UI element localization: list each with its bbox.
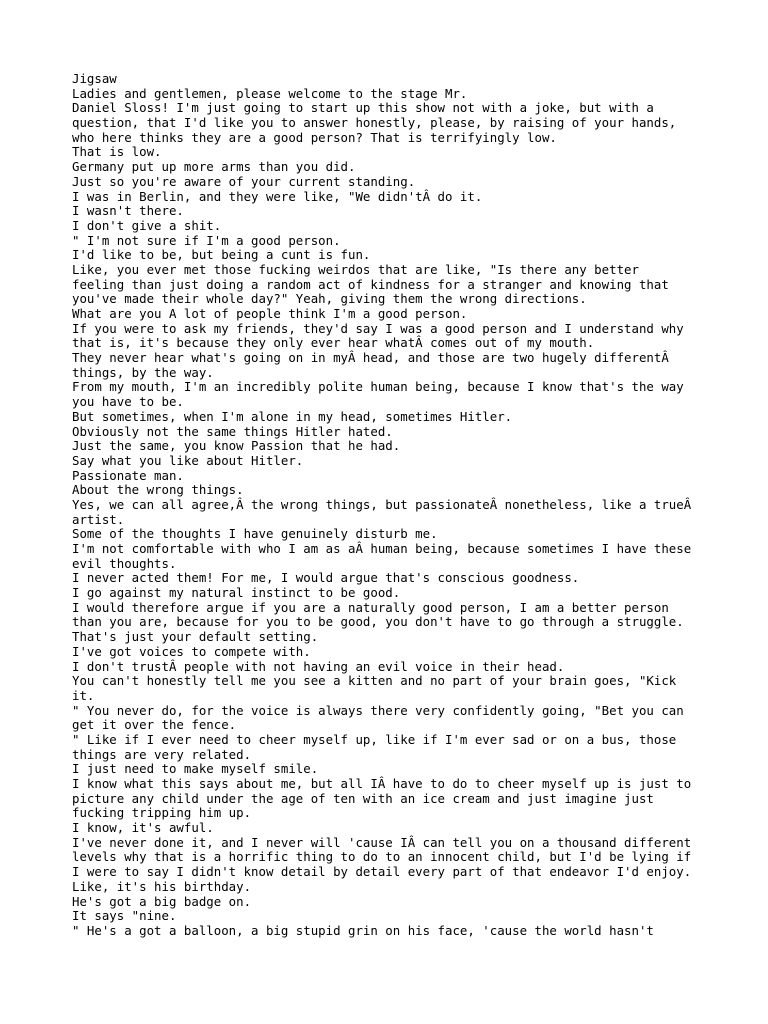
text-line: you have to be. <box>72 394 184 410</box>
text-line: Obviously not the same things Hitler hated. <box>72 423 393 439</box>
text-line: than you are, because for you to be good, you don't have to go through a struggle. <box>72 614 684 630</box>
text-line: Just the same, you know Passion that he had. <box>72 438 401 454</box>
text-line: levels why that is a horrific thing to do to an innocent child, but I'd be lying if <box>72 849 692 865</box>
text-line: I've got voices to compete with. <box>72 643 311 659</box>
text-line: It says "nine. <box>72 908 177 924</box>
text-line: things are very related. <box>72 746 252 762</box>
text-line: I wasn't there. <box>72 203 184 219</box>
text-line: things, by the way. <box>72 364 214 380</box>
document-page <box>72 72 712 939</box>
text-line: feeling than just doing a random act of kindness for a stranger and knowing that <box>72 276 669 292</box>
text-line: What are you A lot of people think I'm a good person. <box>72 306 468 321</box>
text-line: Passionate man. <box>72 467 184 483</box>
text-line: Yes, we can all agree,Â the wrong things, but passionateÂ nonetheless, like a trueÂ <box>72 496 692 512</box>
text-line: Germany put up more arms than you did. <box>72 159 356 175</box>
text-line: " I'm not sure if I'm a good person. <box>72 232 341 248</box>
text-line: " You never do, for the voice is always there very confidently going, "Bet you can <box>72 702 684 718</box>
text-line: I was in Berlin, and they were like, "We didn'tÂ do it. <box>72 188 483 204</box>
text-line: I never acted them! For me, I would argue that's conscious goodness. <box>72 570 580 586</box>
text-line: fucking tripping him up. <box>72 805 252 821</box>
text-line: that is, it's because they only ever hear whatÂ comes out of my mouth. <box>72 335 595 351</box>
text-line: Some of the thoughts I have genuinely disturb me. <box>72 526 438 542</box>
text-line: He's got a big badge on. <box>72 893 252 909</box>
text-line: question, that I'd like you to answer honestly, please, by raising of your hands, <box>72 115 677 131</box>
text-line: " Like if I ever need to cheer myself up, like if I'm ever sad or on a bus, those <box>72 731 677 747</box>
text-line: You can't honestly tell me you see a kitten and no part of your brain goes, "Kick <box>72 673 677 689</box>
text-line: I'm not comfortable with who I am as aÂ human being, because sometimes I have these <box>72 541 692 556</box>
text-line: Ladies and gentlemen, please welcome to the stage Mr. <box>72 85 468 101</box>
text-line: it. <box>72 687 95 703</box>
text-line: They never hear what's going on in myÂ head, and those are two hugely differentÂ <box>72 350 669 366</box>
text-line: I'd like to be, but being a cunt is fun. <box>72 247 371 263</box>
text-line: I know what this says about me, but all IÂ have to do to cheer myself up is just to <box>72 776 692 791</box>
text-line: evil thoughts. <box>72 555 177 571</box>
text-line: I just need to make myself smile. <box>72 761 319 777</box>
text-line: I've never done it, and I never will 'cause IÂ can tell you on a thousand different <box>72 834 692 850</box>
text-line: Say what you like about Hitler. <box>72 452 304 468</box>
text-line: I know, it's awful. <box>72 820 214 836</box>
text-line: About the wrong things. <box>72 482 244 498</box>
text-line: But sometimes, when I'm alone in my head, sometimes Hitler. <box>72 408 513 424</box>
text-line: artist. <box>72 511 125 527</box>
text-line: " He's a got a balloon, a big stupid grin on his face, 'cause the world hasn't <box>72 922 654 938</box>
text-line: I would therefore argue if you are a naturally good person, I am a better person <box>72 599 669 615</box>
text-line: I don't give a shit. <box>72 217 222 233</box>
text-line: If you were to ask my friends, they'd say I was a good person and I understand why <box>72 320 684 336</box>
text-line: Just so you're aware of your current standing. <box>72 173 416 189</box>
text-line: Like, you ever met those fucking weirdos that are like, "Is there any better <box>72 261 639 277</box>
text-line: Daniel Sloss! I'm just going to start up this show not with a joke, but with a <box>72 100 654 116</box>
text-line: get it over the fence. <box>72 717 237 733</box>
text-line: Like, it's his birthday. <box>72 878 252 894</box>
text-line: who here thinks they are a good person? That is terrifyingly low. <box>72 129 557 145</box>
text-line: From my mouth, I'm an incredibly polite human being, because I know that's the way <box>72 379 684 395</box>
text-line: That is low. <box>72 144 162 160</box>
text-line: I were to say I didn't know detail by detail every part of that endeavor I'd enjoy. <box>72 864 692 880</box>
text-line: I go against my natural instinct to be good. <box>72 585 401 601</box>
document-title: Jigsaw <box>72 71 117 86</box>
text-line: picture any child under the age of ten with an ice cream and just imagine just <box>72 790 654 806</box>
text-line: I don't trustÂ people with not having an evil voice in their head. <box>72 658 565 674</box>
text-line: you've made their whole day?" Yeah, giving them the wrong directions. <box>72 291 587 307</box>
text-line: That's just your default setting. <box>72 629 319 645</box>
